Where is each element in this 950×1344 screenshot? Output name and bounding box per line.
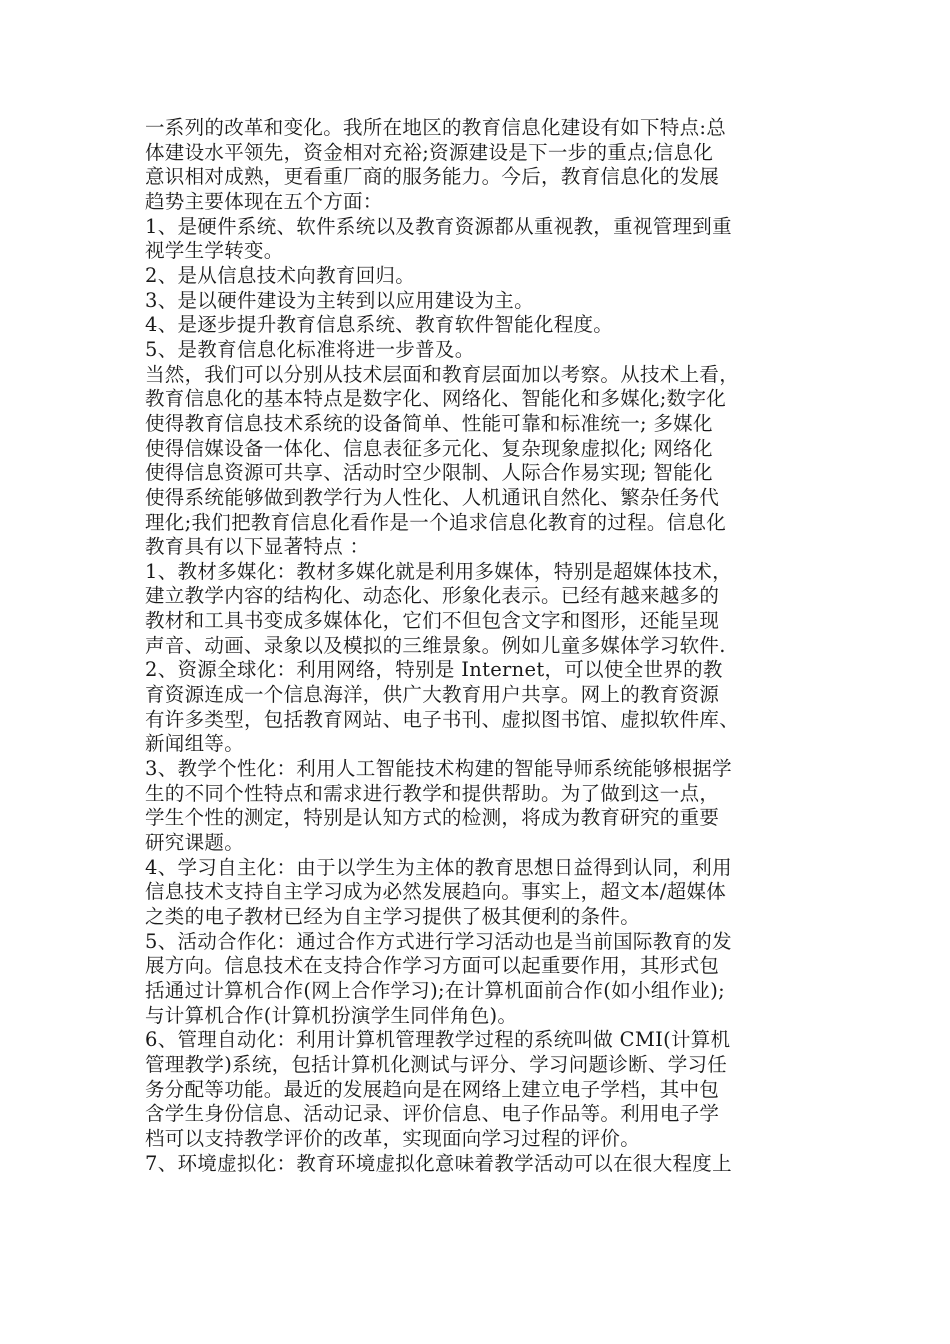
text-line: 视学生学转变。 xyxy=(145,239,284,263)
text-line: 1、教材多媒化：教材多媒化就是利用多媒体，特别是超媒体技术， xyxy=(145,559,732,583)
text-line: 4、是逐步提升教育信息系统、教育软件智能化程度。 xyxy=(145,313,614,337)
text-line: 管理教学)系统，包括计算机化测试与评分、学习问题诊断、学习任 xyxy=(145,1052,728,1076)
text-line: 意识相对成熟，更看重厂商的服务能力。今后，教育信息化的发展 xyxy=(145,165,720,189)
text-line: 新闻组等。 xyxy=(145,732,245,756)
text-line: 教材和工具书变成多媒体化，它们不但包含文字和图形，还能呈现 xyxy=(145,609,720,633)
text-line: 3、是以硬件建设为主转到以应用建设为主。 xyxy=(145,288,534,312)
text-line: 建立教学内容的结构化、动态化、形象化表示。已经有越来越多的 xyxy=(145,584,720,608)
text-line: 2、是从信息技术向教育回归。 xyxy=(145,263,416,287)
text-line: 3、教学个性化：利用人工智能技术构建的智能导师系统能够根据学 xyxy=(145,757,732,781)
text-line: 信息技术支持自主学习成为必然发展趋向。事实上，超文本/超媒体 xyxy=(145,880,727,904)
text-line: 学生个性的测定，特别是认知方式的检测，将成为教育研究的重要 xyxy=(145,806,720,830)
text-line: 7、环境虚拟化：教育环境虚拟化意味着教学活动可以在很大程度上 xyxy=(145,1151,732,1175)
text-line: 之类的电子教材已经为自主学习提供了极其便利的条件。 xyxy=(145,905,641,928)
text-line: 5、活动合作化：通过合作方式进行学习活动也是当前国际教育的发 xyxy=(145,929,732,953)
text-line: 一系列的改革和变化。我所在地区的教育信息化建设有如下特点:总 xyxy=(145,116,727,139)
text-line: 使得信媒设备一体化、信息表征多元化、复杂现象虚拟化; 网络化 xyxy=(145,436,713,460)
text-line: 体建设水平领先，资金相对充裕;资源建设是下一步的重点;信息化 xyxy=(145,140,714,164)
text-line: 1、是硬件系统、软件系统以及教育资源都从重视教，重视管理到重 xyxy=(145,214,732,238)
text-line: 务分配等功能。最近的发展趋向是在网络上建立电子学档，其中包 xyxy=(145,1077,720,1101)
text-line: 育资源连成一个信息海洋，供广大教育用户共享。网上的教育资源 xyxy=(145,683,720,707)
document-body xyxy=(145,116,815,1176)
text-line: 研究课题。 xyxy=(145,831,245,855)
text-line: 当然，我们可以分别从技术层面和教育层面加以考察。从技术上看， xyxy=(145,362,740,386)
text-line: 2、资源全球化：利用网络，特别是 Internet，可以使全世界的教 xyxy=(145,658,723,682)
text-line: 声音、动画、录象以及模拟的三维景象。例如儿童多媒体学习软件. xyxy=(145,633,726,657)
text-line: 括通过计算机合作(网上合作学习);在计算机面前合作(如小组作业); xyxy=(145,978,725,1002)
text-line: 展方向。信息技术在支持合作学习方面可以起重要作用，其形式包 xyxy=(145,954,720,978)
text-line: 5、是教育信息化标准将进一步普及。 xyxy=(145,337,475,361)
text-line: 6、管理自动化：利用计算机管理教学过程的系统叫做 CMI(计算机 xyxy=(145,1028,731,1052)
text-line: 教育信息化的基本特点是数字化、网络化、智能化和多媒化;数字化 xyxy=(145,387,727,411)
text-line: 生的不同个性特点和需求进行教学和提供帮助。为了做到这一点， xyxy=(145,781,720,805)
text-line: 使得教育信息技术系统的设备简单、性能可靠和标准统一; 多媒化 xyxy=(145,411,713,435)
text-line: 档可以支持教学评价的改革，实现面向学习过程的评价。 xyxy=(145,1126,641,1150)
text-line: 使得系统能够做到教学行为人性化、人机通讯自然化、繁杂任务代 xyxy=(145,485,720,509)
text-line: 理化;我们把教育信息化看作是一个追求信息化教育的过程。信息化 xyxy=(145,510,727,534)
text-line: 趋势主要体现在五个方面： xyxy=(145,189,383,213)
text-line: 有许多类型，包括教育网站、电子书刊、虚拟图书馆、虚拟软件库、 xyxy=(145,707,740,731)
text-line: 含学生身份信息、活动记录、评价信息、电子作品等。利用电子学 xyxy=(145,1102,720,1126)
text-line: 教育具有以下显著特点 ： xyxy=(145,535,370,559)
text-line: 4、学习自主化：由于以学生为主体的教育思想日益得到认同，利用 xyxy=(145,855,732,879)
text-line: 与计算机合作(计算机扮演学生同伴角色)。 xyxy=(145,1003,518,1027)
text-line: 使得信息资源可共享、活动时空少限制、人际合作易实现; 智能化 xyxy=(145,461,713,485)
